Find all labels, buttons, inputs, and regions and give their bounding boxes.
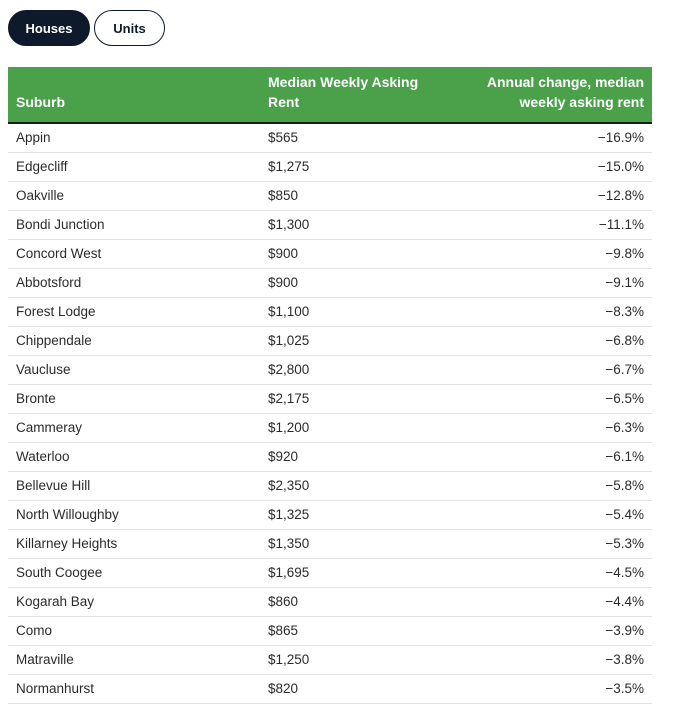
- cell-annual-change: −3.9%: [449, 616, 652, 645]
- cell-annual-change: −6.8%: [449, 326, 652, 355]
- table-row: [8, 471, 652, 500]
- cell-suburb: Bronte: [8, 384, 260, 413]
- cell-suburb: North Willoughby: [8, 500, 260, 529]
- cell-annual-change: −9.1%: [449, 268, 652, 297]
- header-median-rent: Median Weekly Asking Rent: [260, 67, 449, 123]
- cell-suburb: Abbotsford: [8, 268, 260, 297]
- table-row: [8, 355, 652, 384]
- cell-suburb: Bellevue Hill: [8, 471, 260, 500]
- cell-median-rent: $1,325: [260, 500, 449, 529]
- cell-annual-change: −12.8%: [449, 181, 652, 210]
- cell-median-rent: $850: [260, 181, 449, 210]
- cell-suburb: Como: [8, 616, 260, 645]
- cell-annual-change: −6.7%: [449, 355, 652, 384]
- cell-suburb: Normanhurst: [8, 674, 260, 703]
- cell-median-rent: $2,350: [260, 471, 449, 500]
- cell-median-rent: $1,695: [260, 558, 449, 587]
- table-row: [8, 413, 652, 442]
- cell-median-rent: $1,350: [260, 529, 449, 558]
- cell-median-rent: $900: [260, 239, 449, 268]
- cell-annual-change: −6.5%: [449, 384, 652, 413]
- table-row: [8, 384, 652, 413]
- cell-suburb: Waterloo: [8, 442, 260, 471]
- table-row: [8, 500, 652, 529]
- cell-annual-change: −3.5%: [449, 674, 652, 703]
- cell-suburb: Edgecliff: [8, 152, 260, 181]
- cell-suburb: Cammeray: [8, 413, 260, 442]
- cell-annual-change: −9.8%: [449, 239, 652, 268]
- cell-annual-change: −5.4%: [449, 500, 652, 529]
- cell-annual-change: −6.1%: [449, 442, 652, 471]
- cell-median-rent: $1,250: [260, 645, 449, 674]
- tab-houses[interactable]: Houses: [8, 10, 90, 46]
- cell-median-rent: $865: [260, 616, 449, 645]
- cell-suburb: Vaucluse: [8, 355, 260, 384]
- cell-median-rent: $1,200: [260, 413, 449, 442]
- table-row: [8, 442, 652, 471]
- cell-median-rent: $2,175: [260, 384, 449, 413]
- property-type-tabs: [8, 10, 165, 46]
- cell-annual-change: −16.9%: [449, 123, 652, 152]
- table-row: [8, 123, 652, 152]
- table-row: [8, 297, 652, 326]
- table-header-row: [8, 67, 652, 123]
- cell-suburb: Kogarah Bay: [8, 587, 260, 616]
- cell-suburb: Concord West: [8, 239, 260, 268]
- cell-annual-change: −4.4%: [449, 587, 652, 616]
- cell-suburb: Appin: [8, 123, 260, 152]
- table-row: [8, 645, 652, 674]
- cell-median-rent: $2,800: [260, 355, 449, 384]
- cell-annual-change: −3.8%: [449, 645, 652, 674]
- cell-annual-change: −15.0%: [449, 152, 652, 181]
- cell-suburb: South Coogee: [8, 558, 260, 587]
- cell-median-rent: $860: [260, 587, 449, 616]
- cell-suburb: Oakville: [8, 181, 260, 210]
- cell-annual-change: −8.3%: [449, 297, 652, 326]
- table-row: [8, 529, 652, 558]
- table-row: [8, 152, 652, 181]
- table-body: [8, 123, 652, 703]
- cell-annual-change: −4.5%: [449, 558, 652, 587]
- cell-annual-change: −5.3%: [449, 529, 652, 558]
- cell-suburb: Matraville: [8, 645, 260, 674]
- cell-annual-change: −11.1%: [449, 210, 652, 239]
- header-suburb: Suburb: [8, 67, 260, 123]
- cell-median-rent: $565: [260, 123, 449, 152]
- table-row: [8, 181, 652, 210]
- cell-median-rent: $1,275: [260, 152, 449, 181]
- cell-median-rent: $1,025: [260, 326, 449, 355]
- cell-suburb: Bondi Junction: [8, 210, 260, 239]
- header-annual-change: Annual change, median weekly asking rent: [449, 67, 652, 123]
- cell-suburb: Chippendale: [8, 326, 260, 355]
- rent-table: [8, 67, 652, 704]
- cell-suburb: Killarney Heights: [8, 529, 260, 558]
- table-row: [8, 326, 652, 355]
- cell-annual-change: −6.3%: [449, 413, 652, 442]
- cell-median-rent: $1,300: [260, 210, 449, 239]
- cell-median-rent: $820: [260, 674, 449, 703]
- table-row: [8, 210, 652, 239]
- table-row: [8, 558, 652, 587]
- table-row: [8, 674, 652, 703]
- cell-median-rent: $900: [260, 268, 449, 297]
- table-row: [8, 239, 652, 268]
- cell-annual-change: −5.8%: [449, 471, 652, 500]
- table-row: [8, 268, 652, 297]
- table-row: [8, 616, 652, 645]
- cell-median-rent: $920: [260, 442, 449, 471]
- table-row: [8, 587, 652, 616]
- cell-suburb: Forest Lodge: [8, 297, 260, 326]
- tab-units[interactable]: Units: [94, 10, 165, 46]
- cell-median-rent: $1,100: [260, 297, 449, 326]
